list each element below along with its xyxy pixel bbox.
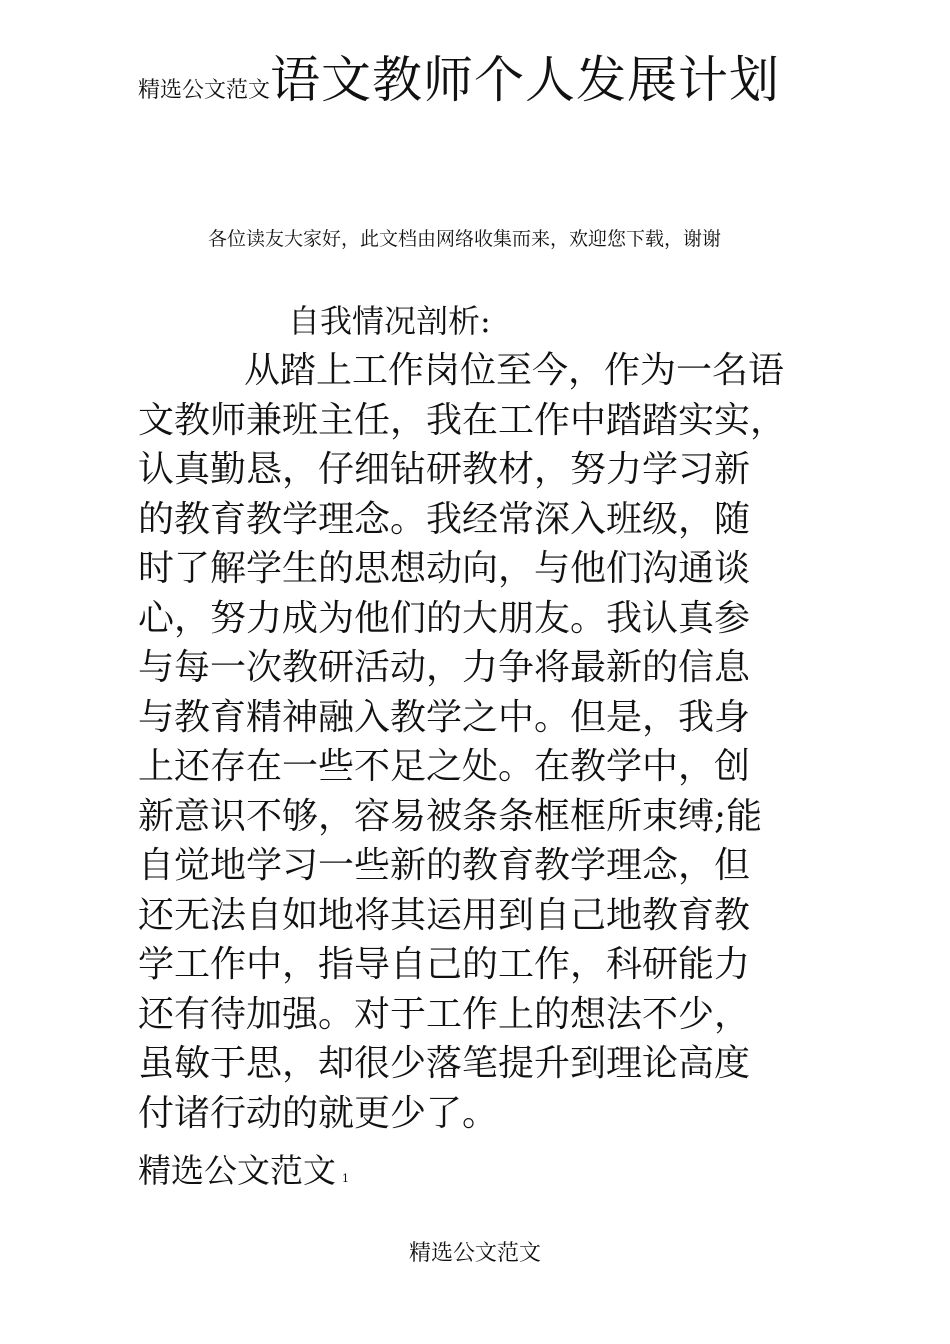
body-line: 的教育教学理念。我经常深入班级，随 [138,498,751,540]
body-line: 还有待加强。对于工作上的想法不少， [138,993,751,1035]
body-line: 心，努力成为他们的大朋友。我认真参 [138,597,751,639]
title-block [138,48,828,124]
body-line: 与每一次教研活动，力争将最新的信息 [138,647,751,688]
body-paragraph [138,346,838,1138]
body-line: 学工作中，指导自己的工作，科研能力 [138,944,751,985]
footer-label: 精选公文范文 [138,1151,336,1190]
body-line: 付诸行动的就更少了。 [138,1092,499,1134]
body-line: 文教师兼班主任，我在工作中踏踏实实， [138,399,787,441]
body-line: 新意识不够，容易被条条框框所束缚;能 [138,795,763,837]
body-line: 从踏上工作岗位至今，作为一名语 [244,350,785,391]
page-title: 语文教师个人发展计划 [270,51,781,109]
body-line: 认真勤恳，仔细钻研教材，努力学习新 [138,449,751,490]
body-line: 自觉地学习一些新的教育教学理念，但 [138,845,751,886]
title-prefix: 精选公文范文 [138,78,271,103]
page-footer [138,1145,349,1192]
body-line: 时了解学生的思想动向，与他们沟通谈 [138,548,751,589]
body-line: 虽敏于思，却很少落笔提升到理论高度 [138,1043,751,1084]
section-heading: 自我情况剖析: [288,302,491,340]
page-number: 1 [342,1172,349,1185]
greeting-text: 各位读友大家好，此文档由网络收集而来，欢迎您下载，谢谢 [208,228,722,250]
next-page-header: 精选公文范文 [408,1241,541,1266]
body-line: 还无法自如地将其运用到自己地教育教 [138,894,751,936]
body-line: 与教育精神融入教学之中。但是，我身 [138,696,751,738]
body-line: 上还存在一些不足之处。在教学中，创 [138,746,751,787]
